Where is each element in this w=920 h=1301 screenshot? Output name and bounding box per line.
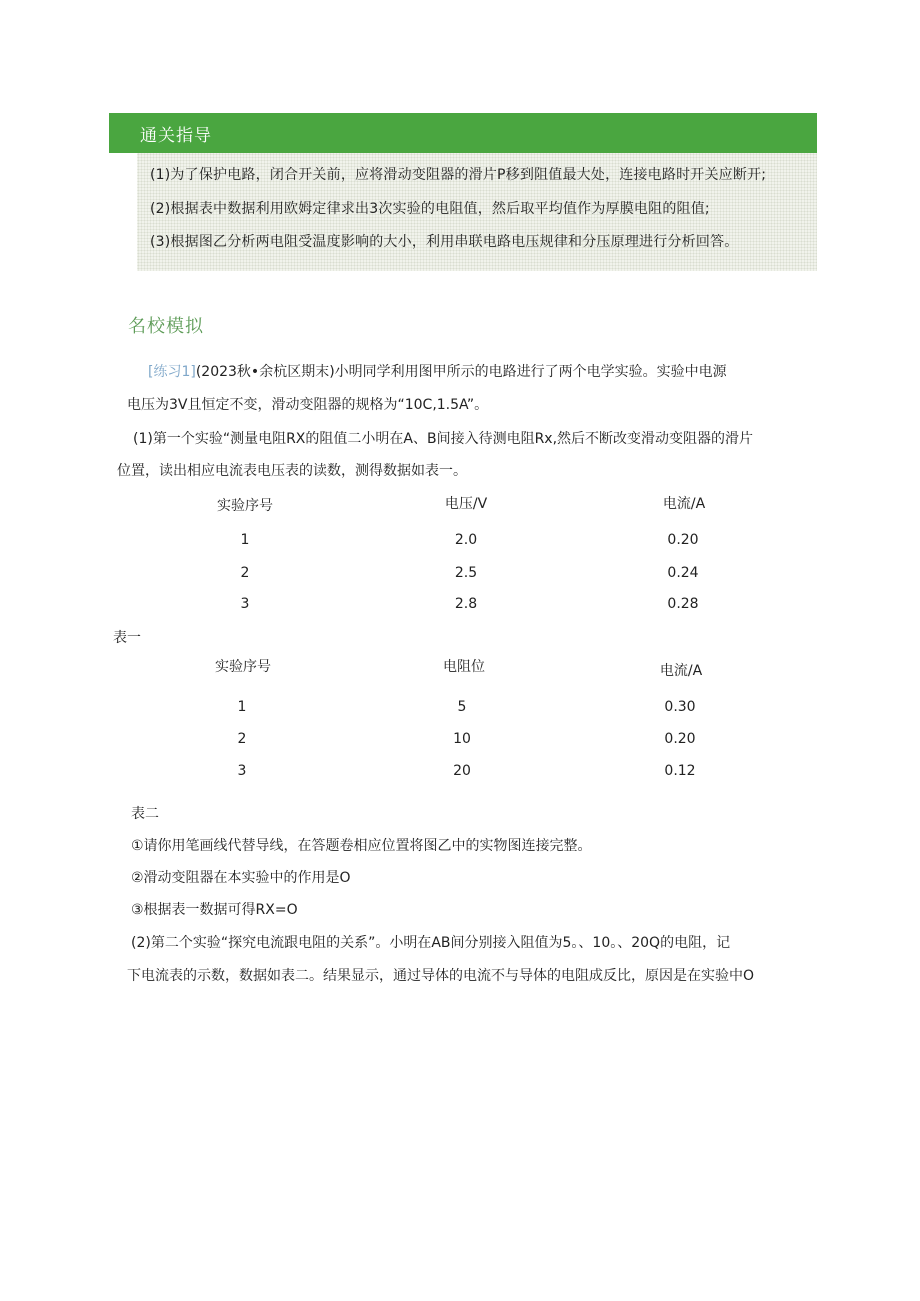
table2-caption: 表二	[131, 806, 159, 822]
table-cell: 0.20	[667, 532, 699, 548]
table-cell: 0.28	[667, 596, 699, 612]
guide-title: 通关指导	[140, 126, 212, 146]
question-1b: ②滑动变阻器在本实验中的作用是O	[131, 870, 351, 886]
table-cell: 5	[457, 699, 467, 715]
table2-header-current: 电流/A	[659, 663, 703, 679]
table-cell: 10	[453, 731, 471, 747]
table-cell: 2	[237, 731, 247, 747]
table1-header-current: 电流/A	[662, 496, 706, 512]
table-cell: 3	[237, 763, 247, 779]
table-cell: 20	[453, 763, 471, 779]
question-2-line-1: (2)第二个实验“探究电流跟电阻的关系”。小明在AB间分别接入阻值为5。、10。、20Q的电阻，记	[131, 935, 731, 951]
table1-header-voltage: 电压/V	[444, 496, 488, 512]
table-cell: 2	[240, 565, 250, 581]
question-2-line-2: 下电流表的示数，数据如表二。结果显示，通过导体的电流不与导体的电阻成反比，原因是在实验中O	[127, 968, 755, 984]
table-cell: 2.0	[454, 532, 478, 548]
question-1c: ③根据表一数据可得RX=O	[131, 902, 298, 918]
table-cell: 0.20	[664, 731, 696, 747]
table-cell: 0.12	[664, 763, 696, 779]
table2-header-resistance: 电阻位	[443, 659, 485, 675]
table-cell: 1	[237, 699, 247, 715]
table-cell: 0.24	[667, 565, 699, 581]
question-1-line-1: (1)第一个实验“测量电阻RX的阻值二小明在A、B间接入待测电阻Rx,然后不断改变滑动变阻器的滑片	[133, 431, 754, 447]
guide-line-2: (2)根据表中数据利用欧姆定律求出3次实验的电阻值，然后取平均值作为厚膜电阻的阻值;	[150, 201, 710, 217]
problem-source: (2023秋•余杭区期末)小明同学利用图甲所示的电路进行了两个电学实验。实验中电源	[195, 364, 727, 380]
exercise-tag: [练习1]	[148, 364, 196, 380]
guide-banner	[109, 113, 817, 153]
table-cell: 3	[240, 596, 250, 612]
table-cell: 1	[240, 532, 250, 548]
table2-header-index: 实验序号	[215, 659, 271, 675]
guide-box	[137, 153, 817, 271]
section-title: 名校模拟	[128, 316, 204, 337]
problem-line-2: 电压为3V且恒定不变，滑动变阻器的规格为“10C,1.5A”。	[127, 397, 489, 413]
question-1-line-2: 位置，读出相应电流表电压表的读数，测得数据如表一。	[117, 463, 467, 479]
guide-line-3: (3)根据图乙分析两电阻受温度影响的大小，利用串联电路电压规律和分压原理进行分析回答。	[150, 234, 739, 250]
guide-line-1: (1)为了保护电路，闭合开关前，应将滑动变阻器的滑片P移到阻值最大处，连接电路时开关应断开;	[150, 167, 767, 183]
table-cell: 2.8	[454, 596, 478, 612]
question-1a: ①请你用笔画线代替导线，在答题卷相应位置将图乙中的实物图连接完整。	[131, 838, 592, 854]
table-cell: 2.5	[454, 565, 478, 581]
table1-header-index: 实验序号	[217, 498, 273, 514]
table-cell: 0.30	[664, 699, 696, 715]
table1-caption: 表一	[113, 630, 141, 646]
problem-line-1	[148, 361, 727, 381]
